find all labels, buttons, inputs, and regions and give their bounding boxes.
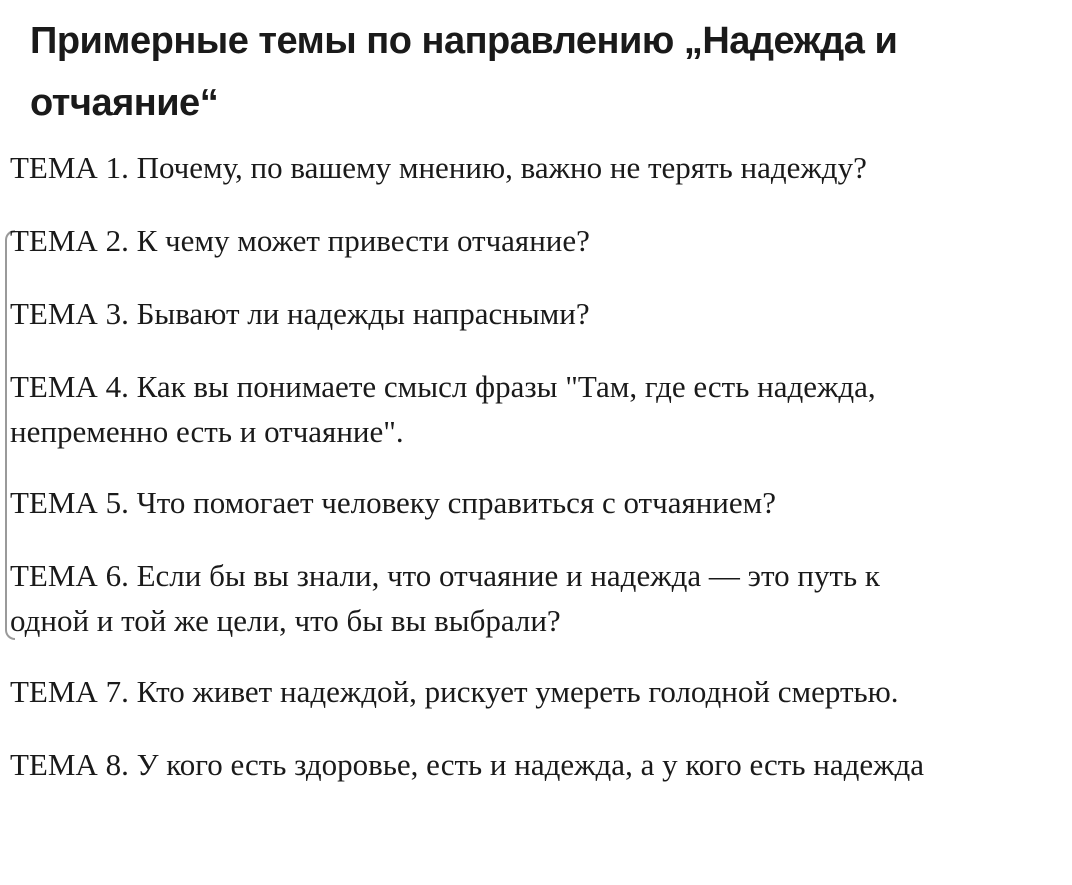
topic-2	[10, 218, 1065, 263]
topic-7-line-1: ТЕМА 7. Кто живет надеждой, рискует умереть голодной смертью.	[10, 674, 899, 709]
topic-4	[10, 364, 1065, 454]
document-title: Примерные темы по направлению „Надежда и отчаяние“	[30, 20, 898, 124]
topic-4-line-1: ТЕМА 4. Как вы понимаете смысл фразы "Там, где есть надежда,	[10, 369, 876, 404]
topic-7	[10, 669, 1065, 714]
topic-4-line-2: непременно есть и отчаяние".	[10, 414, 404, 449]
topic-1-line-1: ТЕМА 1. Почему, по вашему мнению, важно не терять надежду?	[10, 150, 867, 185]
topic-3	[10, 291, 1065, 336]
topic-3-line-1: ТЕМА 3. Бывают ли надежды напрасными?	[10, 296, 590, 331]
topic-2-line-1: ТЕМА 2. К чему может привести отчаяние?	[10, 223, 590, 258]
topic-5	[10, 480, 1065, 525]
topic-8	[10, 742, 1065, 787]
topic-5-line-1: ТЕМА 5. Что помогает человеку справиться с отчаянием?	[10, 485, 777, 520]
topic-6-line-2: одной и той же цели, что бы вы выбрали?	[10, 603, 561, 638]
topic-6	[10, 553, 1065, 643]
topic-6-line-1: ТЕМА 6. Если бы вы знали, что отчаяние и надежда — это путь к	[10, 558, 880, 593]
topic-8-line-1: ТЕМА 8. У кого есть здоровье, есть и надежда, а у кого есть надежда	[10, 747, 925, 782]
topic-1	[10, 145, 1065, 190]
